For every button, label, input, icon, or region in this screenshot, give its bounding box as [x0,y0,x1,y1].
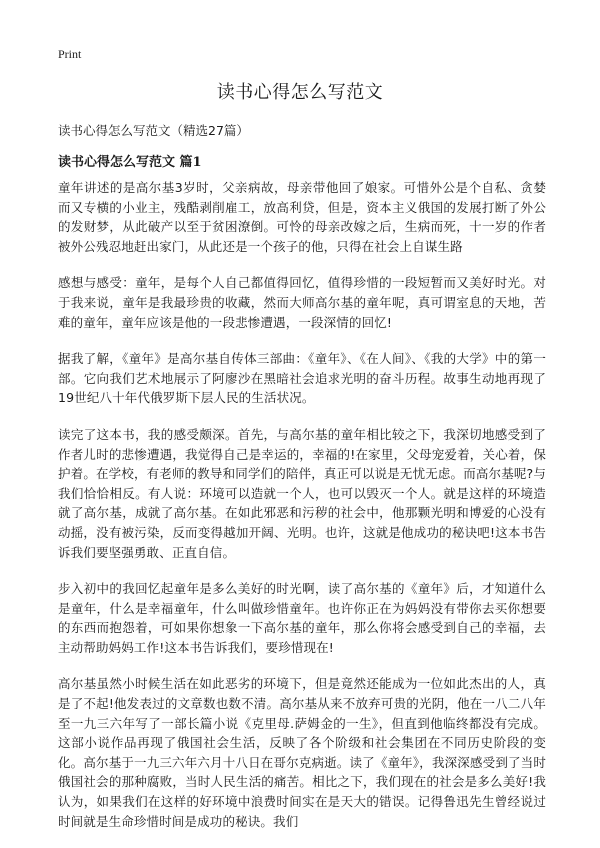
print-link[interactable]: Print [58,47,82,61]
article-body [58,178,546,848]
document-subtitle: 读书心得怎么写范文（精选27篇） [58,123,249,138]
paragraph-5: 步入初中的我回忆起童年是多么美好的时光啊，读了高尔基的《童年》后，才知道什么是童年，什么是幸福童年，什么叫做珍惜童年。也许你正在为妈妈没有带你去买你想要的东西而抱怨着，可如果你想象一下高尔基的童年，那么你将会感受到自己的幸福，去主动帮助妈妈工作!这本书告诉我们，要珍惜现在! [58,581,546,655]
document-title: 读书心得怎么写范文 [216,82,384,103]
paragraph-1: 童年讲述的是高尔基3岁时，父亲病故，母亲带他回了娘家。可惜外公是个自私、贪婪而又专横的小业主，残酷剥削雇工，放高利贷，但是，资本主义俄国的发展打断了外公的发财梦，从此破产以至于贫困潦倒。可怜的母亲改嫁之后，生病而死，十一岁的作者被外公残忍地赶出家门，从此还是一个孩子的他，只得在社会上自谋生路 [58,180,546,254]
paragraph-6: 高尔基虽然小时候生活在如此恶劣的环境下，但是竟然还能成为一位如此杰出的人，真是了不起!他发表过的文章数也数不清。高尔基从来不放弃可贵的光阴，他在一八二八年至一九三六年写了一部长篇小说《克里母.萨姆金的一生》，但直到他临终都没有完成。这部小说作品再现了俄国社会生活，反映了各个阶级和社会集团在不同历史阶段的变化。高尔基于一九三六年六月十八日在哥尔克病逝。读了《童年》，我深深感受到了当时俄国社会的那种腐败，当时人民生活的痛苦。相比之下，我们现在的社会是多么美好!我认为，如果我们在这样的好环境中浪费时间实在是天大的错误。记得鲁迅先生曾经说过时间就是生命珍惜时间是成功的秘诀。我们 [58,676,546,829]
paragraph-4: 读完了这本书，我的感受颇深。首先，与高尔基的童年相比较之下，我深切地感受到了作者儿时的悲惨遭遇，我觉得自己是幸运的，幸福的!在家里，父母宠爱着，关心着，保护着。在学校，有老师的教导和同学们的陪伴，真正可以说是无忧无虑。而高尔基呢?与我们恰恰相反。有人说：环境可以造就一个人，也可以毁灭一个人。就是这样的环境造就了高尔基，成就了高尔基。在如此邪恶和污秽的社会中，他那颗光明和博爱的心没有动摇，没有被污染，反而变得越加开阔、光明。也许，这就是他成功的秘诀吧!这本书告诉我们要坚强勇敢、正直自信。 [58,426,546,560]
paragraph-3: 据我了解，《童年》是高尔基自传体三部曲：《童年》、《在人间》、《我的大学》中的第一部。它向我们艺术地展示了阿廖沙在黑暗社会追求光明的奋斗历程。故事生动地再现了19世纪八十年代俄罗斯下层人民的生活状况。 [58,351,546,406]
paragraph-2: 感想与感受：童年，是每个人自己都值得回忆，值得珍惜的一段短暂而又美好时光。对于我来说，童年是我最珍贵的收藏，然而大师高尔基的童年呢，真可谓室息的天地，苦难的童年，童年应该是他的一段悲惨遭遇，一段深情的回忆! [58,275,546,330]
section-heading: 读书心得怎么写范文 篇1 [58,155,202,170]
